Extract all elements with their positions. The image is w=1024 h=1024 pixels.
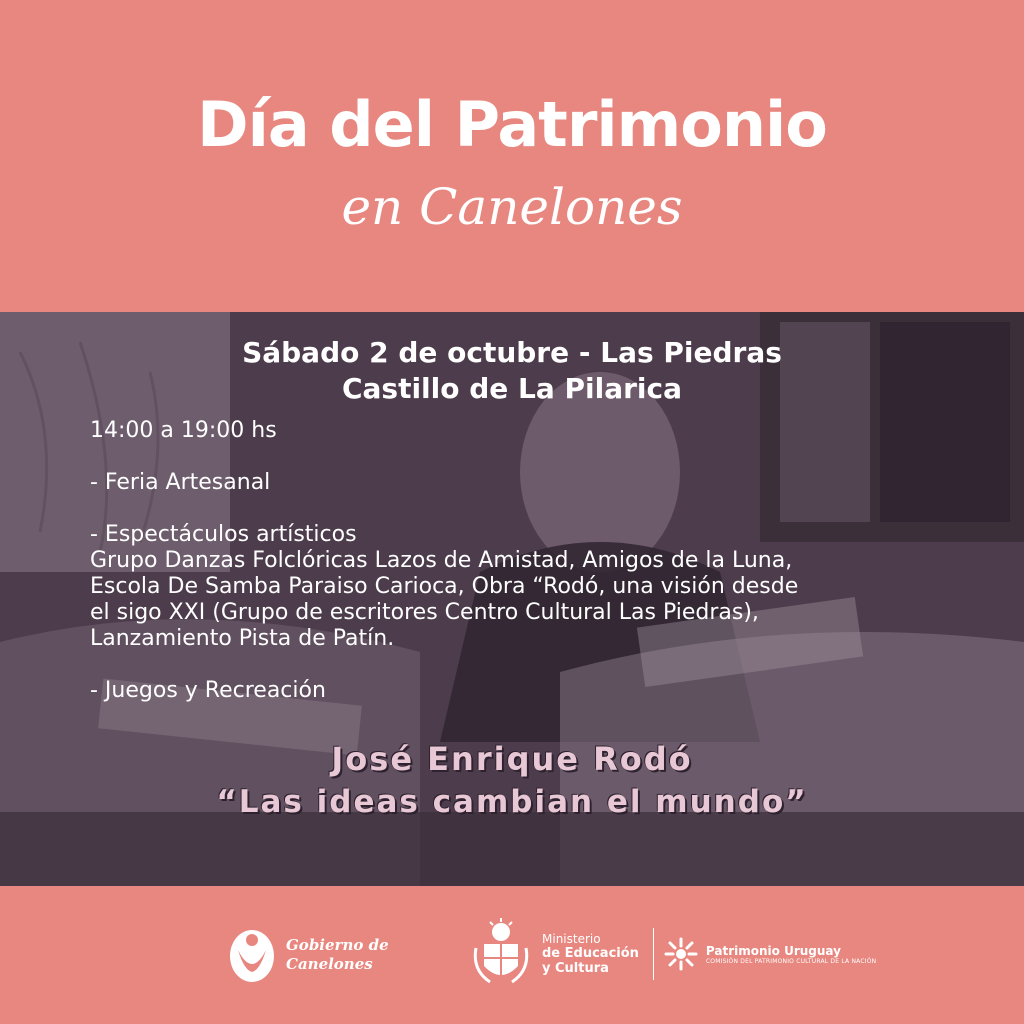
event-program bbox=[90, 418, 990, 704]
program-line: Lanzamiento Pista de Patín. bbox=[90, 626, 395, 651]
program-line: el sigo XXI (Grupo de escritores Centro Cultural Las Piedras), bbox=[90, 600, 759, 625]
patrimonio-title: Patrimonio Uruguay bbox=[705, 943, 841, 958]
program-line: Grupo Danzas Folclóricas Lazos de Amistad, Amigos de la Luna, bbox=[90, 548, 793, 573]
program-line: - Juegos y Recreación bbox=[90, 678, 326, 703]
event-date-location: Sábado 2 de octubre - Las Piedras bbox=[242, 336, 782, 369]
page-subtitle: en Canelones bbox=[341, 178, 683, 236]
logo-divider bbox=[653, 928, 654, 980]
event-details bbox=[0, 312, 1024, 886]
ministerio-line1: Ministerio bbox=[542, 932, 601, 946]
program-spacer bbox=[90, 652, 990, 678]
program-line: 14:00 a 19:00 hs bbox=[90, 418, 277, 443]
event-venue: Castillo de La Pilarica bbox=[341, 372, 683, 405]
page-title: Día del Patrimonio bbox=[197, 88, 827, 161]
program-spacer bbox=[90, 444, 990, 470]
gobierno-line1: Gobierno de bbox=[286, 936, 389, 954]
gobierno-canelones-logo bbox=[228, 926, 389, 984]
gobierno-canelones-icon bbox=[228, 926, 276, 984]
ministerio-line3: y Cultura bbox=[542, 961, 609, 976]
gobierno-line2: Canelones bbox=[286, 955, 373, 973]
patrimonio-sun-icon bbox=[664, 937, 698, 971]
program-spacer bbox=[90, 496, 990, 522]
patrimonio-subtitle: COMISIÓN DEL PATRIMONIO CULTURAL DE LA NACIÓN bbox=[705, 957, 877, 965]
header-band bbox=[0, 0, 1024, 312]
quote-author: José Enrique Rodó bbox=[331, 740, 693, 778]
background-photo bbox=[0, 312, 1024, 886]
ministerio-line2: de Educación bbox=[542, 946, 639, 961]
coat-of-arms-icon bbox=[470, 918, 532, 990]
program-line: - Feria Artesanal bbox=[90, 470, 271, 495]
program-line: - Espectáculos artísticos bbox=[90, 522, 357, 547]
footer-band bbox=[0, 886, 1024, 1024]
program-line: Escola De Samba Paraiso Carioca, Obra “Rodó, una visión desde bbox=[90, 574, 799, 599]
quote-text: “Las ideas cambian el mundo” bbox=[216, 784, 808, 820]
mec-logo bbox=[470, 918, 876, 990]
